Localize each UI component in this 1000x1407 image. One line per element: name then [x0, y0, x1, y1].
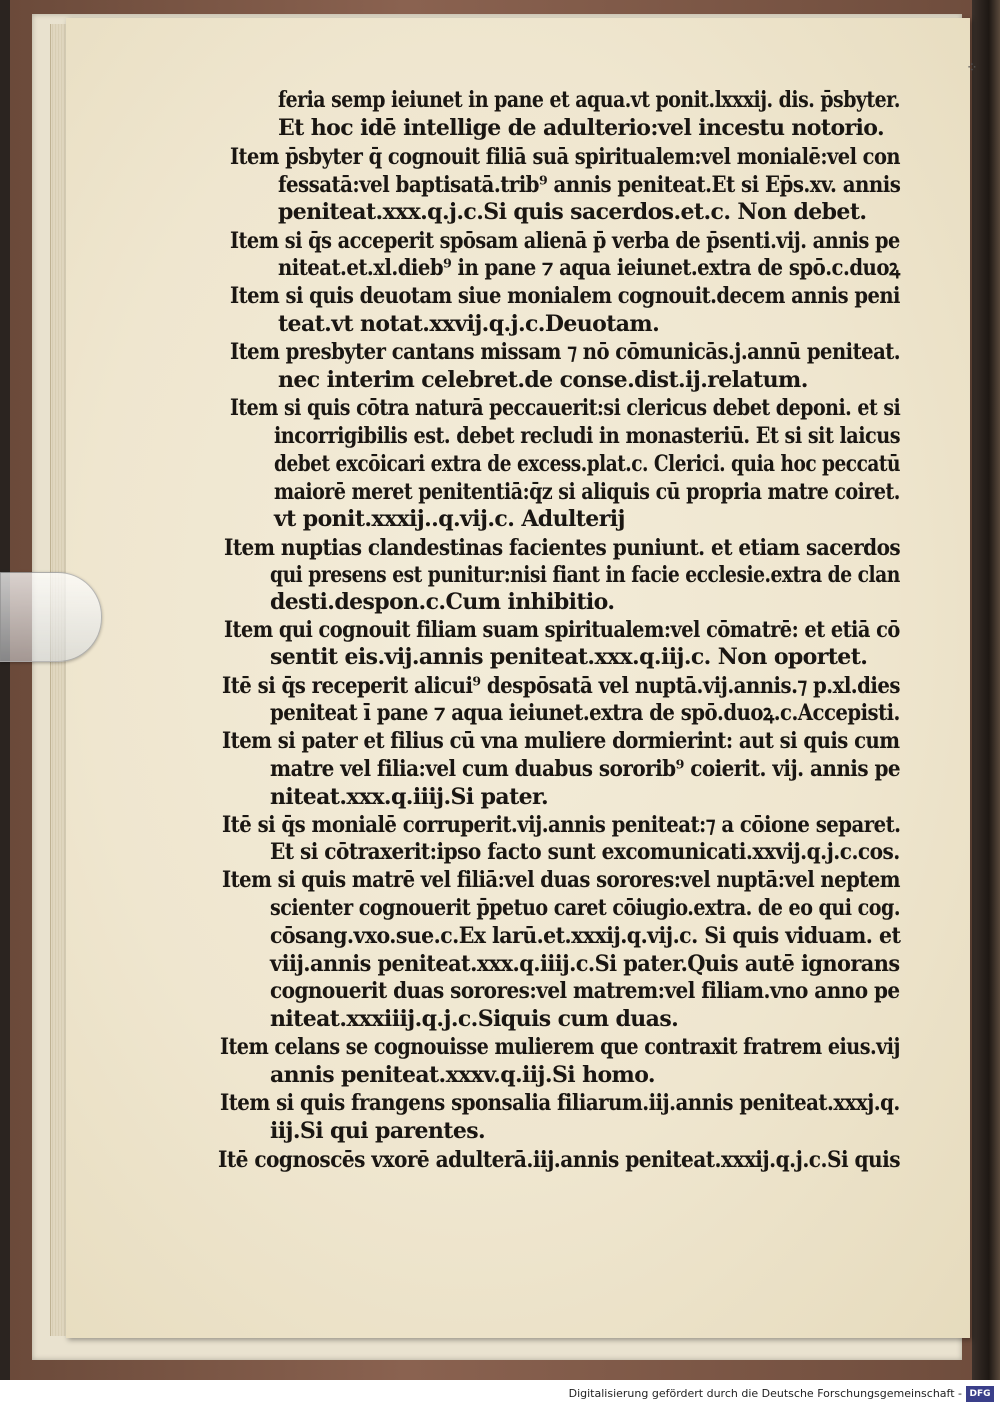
text-line: nec interim celebret.de conse.dist.ij.relatum.: [278, 367, 808, 393]
text-line: niteat.xxxiiij.q.j.c.Siquis cum duas.: [270, 1006, 679, 1032]
text-line: desti.despon.c.Cum inhibitio.: [270, 589, 615, 615]
text-line: sentit eis.vij.annis peniteat.xxx.q.iij.c. Non oportet.: [270, 644, 868, 670]
margin-mark: ⁘: [966, 60, 978, 76]
text-line: Et hoc idē intellige de adulterio:vel incestu notorio.: [278, 115, 885, 141]
text-line: Item si quis cōtra naturā peccauerit:si clericus debet deponi. et si: [230, 395, 901, 421]
text-line: niteat.xxx.q.iiij.Si pater.: [270, 784, 549, 810]
text-line: niteat.et.xl.dieb⁹ in pane ⁊ aqua ieiunet.extra de spō.c.duoꝝ: [278, 255, 900, 281]
text-line: maiorē meret penitentiā:q̄z si aliquis cū propria matre coiret.: [274, 479, 900, 505]
text-line: viij.annis peniteat.xxx.q.iiij.c.Si pater.Quis autē ignorans: [270, 951, 900, 977]
text-line: cōsang.vxo.sue.c.Ex larū.et.xxxij.q.vij.c. Si quis viduam. et: [270, 923, 901, 949]
text-line: incorrigibilis est. debet recludi in monasteriū. Et si sit laicus: [274, 423, 901, 449]
text-line: debet excōicari extra de excess.plat.c. Clerici. quia hoc peccatū: [274, 451, 900, 477]
text-line: teat.vt notat.xxvij.q.j.c.Deuotam.: [278, 311, 660, 337]
text-line: feria semp ieiunet in pane et aqua.vt ponit.lxxxij. dis. p̄sbyter.: [278, 87, 900, 113]
text-line: peniteat ī pane ⁊ aqua ieiunet.extra de spō.duoꝝ.c.Accepisti.: [270, 700, 900, 726]
digitization-footer: [0, 1382, 1000, 1407]
text-line: Item qui cognouit filiam suam spiritualem:vel cōmatrē: et etiā cō: [224, 617, 900, 643]
text-line: annis peniteat.xxxv.q.iij.Si homo.: [270, 1062, 655, 1088]
text-line: Et si cōtraxerit:ipso facto sunt excomunicati.xxvij.q.j.c.cos.: [270, 839, 900, 865]
text-line: Itē si q̄s monialē corruperit.vij.annis peniteat:⁊ a cōione separet.: [222, 812, 901, 838]
text-line: iij.Si qui parentes.: [270, 1118, 486, 1144]
text-line: vt ponit.xxxij..q.vij.c. Adulterij: [274, 506, 625, 532]
text-line: qui presens est punitur:nisi fiant in facie ecclesie.extra de clan: [270, 562, 900, 588]
text-line: Item p̄sbyter q̄ cognouit filiā suā spiritualem:vel monialē:vel con: [230, 144, 900, 170]
footer-credit: Digitalisierung gefördert durch die Deutsche Forschungsgemeinschaft -: [568, 1387, 962, 1400]
text-line: Item si q̄s acceperit spōsam alienā p̄ verba de p̄senti.vij. annis pe: [230, 228, 900, 254]
text-line: cognouerit duas sorores:vel matrem:vel filiam.vno anno pe: [270, 978, 900, 1004]
text-line: Item presbyter cantans missam ⁊ nō cōmunicās.j.annū peniteat.: [230, 339, 901, 365]
text-line: Item si quis frangens sponsalia filiarum.iij.annis peniteat.xxxj.q.: [220, 1090, 900, 1116]
text-line: Item si quis matrē vel filiā:vel duas sorores:vel nuptā:vel neptem: [222, 867, 900, 893]
text-line: Item celans se cognouisse mulierem que contraxit fratrem eius.vij: [220, 1034, 900, 1060]
text-line: Itē si q̄s receperit alicui⁹ despōsatā vel nuptā.vij.annis.⁊ p.xl.dies: [222, 673, 900, 699]
text-line: scienter cognouerit p̄petuo caret cōiugio.extra. de eo qui cog.: [270, 895, 900, 921]
text-line: fessatā:vel baptisatā.trib⁹ annis peniteat.Et si Ep̄s.xv. annis: [278, 172, 901, 198]
text-line: matre vel filia:vel cum duabus sororib⁹ coierit. vij. annis pe: [270, 756, 901, 782]
text-line: Item si quis deuotam siue monialem cognouit.decem annis peni: [230, 283, 900, 309]
dfg-logo: DFG: [966, 1386, 994, 1402]
text-line: Item nuptias clandestinas facientes puniunt. et etiam sacerdos: [224, 535, 901, 561]
text-line: peniteat.xxx.q.j.c.Si quis sacerdos.et.c. Non debet.: [278, 199, 867, 225]
text-line: Item si pater et filius cū vna muliere dormierint: aut si quis cum: [222, 728, 900, 754]
text-line: Itē cognoscēs vxorē adulterā.iij.annis peniteat.xxxij.q.j.c.Si quis: [218, 1147, 901, 1173]
